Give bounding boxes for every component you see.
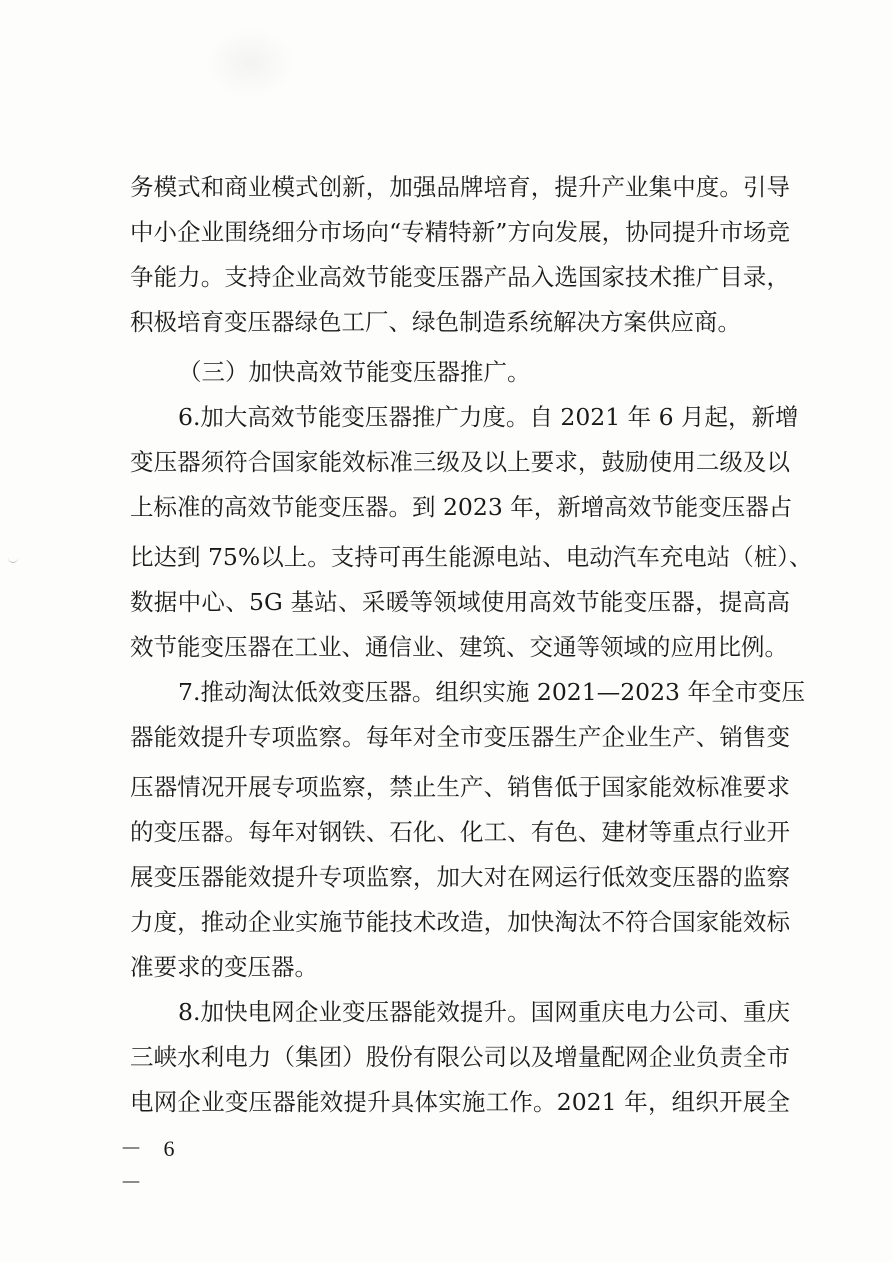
body-text-line: 中小企业围绕细分市场向“专精特新”方向发展，协同提升市场竞 (130, 218, 790, 246)
paragraph-first-line: 7.推动淘汰低效变压器。组织实施 2021—2023 年全市变压 (178, 678, 805, 706)
body-text-line: 比达到 75%以上。支持可再生能源电站、电动汽车充电站（桩）、 (130, 543, 813, 571)
body-text-line: 务模式和商业模式创新，加强品牌培育，提升产业集中度。引导 (130, 173, 790, 201)
paragraph-first-line: 6.加大高效节能变压器推广力度。自 2021 年 6 月起，新增 (178, 403, 799, 431)
body-text-line: 器能效提升专项监察。每年对全市变压器生产企业生产、销售变 (130, 723, 790, 751)
paragraph-first-line: 8.加快电网企业变压器能效提升。国网重庆电力公司、重庆 (178, 998, 790, 1026)
body-text-line: 效节能变压器在工业、通信业、建筑、交通等领域的应用比例。 (130, 633, 788, 661)
page-number: － 6 － (120, 1136, 183, 1195)
body-text-line: 展变压器能效提升专项监察，加大对在网运行低效变压器的监察 (130, 863, 790, 891)
body-text-line: 三峡水利电力（集团）股份有限公司以及增量配网企业负责全市 (130, 1043, 790, 1071)
body-text-line: 争能力。支持企业高效节能变压器产品入选国家技术推广目录， (130, 263, 790, 291)
scan-smudge (205, 28, 295, 98)
body-text-line: 上标准的高效节能变压器。到 2023 年，新增高效节能变压器占 (130, 493, 793, 521)
body-text-line: 的变压器。每年对钢铁、石化、化工、有色、建材等重点行业开 (130, 818, 790, 846)
section-heading: （三）加快高效节能变压器推广。 (178, 358, 531, 386)
body-text-line: 压器情况开展专项监察，禁止生产、销售低于国家能效标准要求 (130, 773, 790, 801)
body-text-line: 数据中心、5G 基站、采暖等领域使用高效节能变压器，提高高 (130, 588, 790, 616)
body-text-line: 准要求的变压器。 (130, 953, 318, 981)
body-text-line: 变压器须符合国家能效标准三级及以上要求，鼓励使用二级及以 (130, 448, 790, 476)
body-text-line: 力度，推动企业实施节能技术改造，加快淘汰不符合国家能效标 (130, 908, 790, 936)
body-text-line: 电网企业变压器能效提升具体实施工作。2021 年，组织开展全 (130, 1088, 790, 1116)
body-text-line: 积极培育变压器绿色工厂、绿色制造系统解决方案供应商。 (130, 308, 741, 336)
binding-mark (8, 556, 18, 563)
